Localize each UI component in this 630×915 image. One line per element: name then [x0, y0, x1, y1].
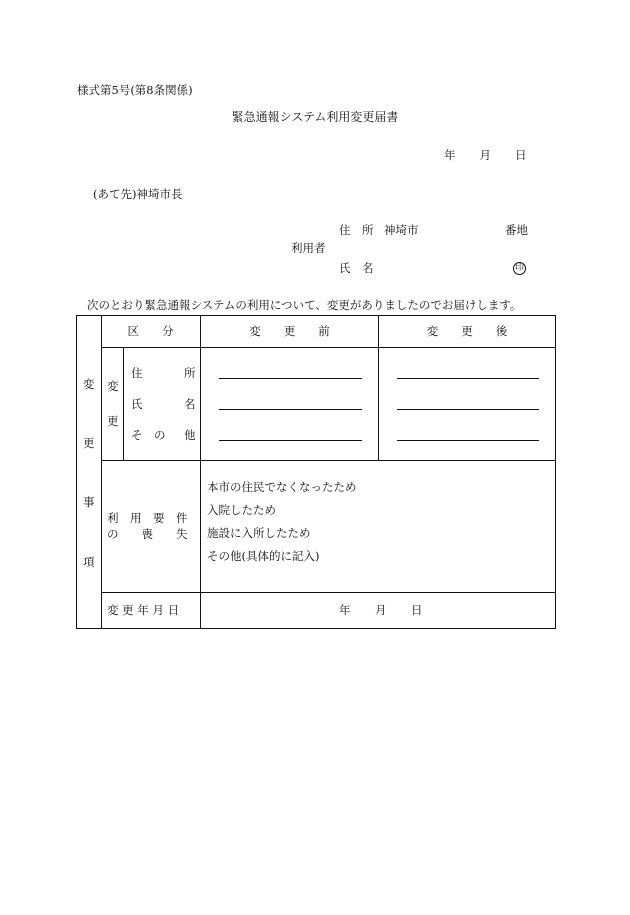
side-label-char: 更: [83, 436, 95, 450]
before-name-line[interactable]: [219, 409, 362, 410]
before-header: 変 更 前: [249, 324, 330, 338]
loss-label-line1: 利 用 要 件: [107, 511, 188, 525]
side-label-char: 項: [83, 555, 95, 569]
category-header: 区 分: [127, 324, 174, 338]
loss-reason: 入院したため: [207, 503, 276, 517]
seal-mark: 印: [514, 263, 524, 273]
change-table: [76, 315, 556, 629]
loss-label-line2: の 喪 失: [107, 527, 188, 541]
change-item-name-left: 氏: [131, 397, 143, 411]
change-label-char: 変: [107, 379, 119, 393]
before-address-line[interactable]: [219, 378, 362, 379]
intro-text: 次のとおり緊急通報システムの利用について、変更がありましたのでお届けします。: [87, 298, 522, 312]
change-item-other-right: 他: [184, 428, 196, 442]
after-address-line[interactable]: [397, 378, 539, 379]
date-year-label: 年: [444, 148, 456, 162]
before-other-line[interactable]: [219, 440, 362, 441]
after-name-line[interactable]: [397, 409, 539, 410]
change-item-other-left: そ の: [131, 428, 166, 442]
document-title: 緊急通報システム利用変更届書: [231, 110, 399, 124]
after-header: 変 更 後: [426, 324, 508, 338]
date-day-label: 日: [515, 148, 527, 162]
change-item-name-right: 名: [184, 397, 196, 411]
change-item-address-left: 住: [131, 366, 143, 380]
name-label: 氏 名: [339, 261, 374, 275]
change-date-label: 変 更 年 月 日: [107, 603, 180, 617]
change-date-month: 月: [375, 603, 387, 617]
loss-reason: その他(具体的に記入): [207, 549, 320, 563]
address-lot-label: 番地: [505, 223, 528, 237]
form-number: 様式第5号(第8条関係): [77, 83, 193, 97]
after-other-line[interactable]: [397, 440, 539, 441]
loss-reason: 施設に入所したため: [207, 526, 311, 540]
side-label-char: 変: [83, 377, 95, 391]
address-city: 神埼市: [384, 223, 419, 237]
loss-reason: 本市の住民でなくなったため: [207, 480, 357, 494]
user-label: 利用者: [291, 241, 326, 255]
side-label-char: 事: [83, 495, 95, 509]
change-item-address-right: 所: [184, 366, 196, 380]
date-month-label: 月: [479, 148, 491, 162]
submission-date: [444, 150, 527, 162]
change-date-day: 日: [411, 603, 423, 617]
change-date-year: 年: [339, 603, 351, 617]
address-label: 住 所: [339, 223, 374, 237]
addressee: (あて先)神埼市長: [93, 187, 183, 201]
change-label-char: 更: [107, 414, 119, 428]
